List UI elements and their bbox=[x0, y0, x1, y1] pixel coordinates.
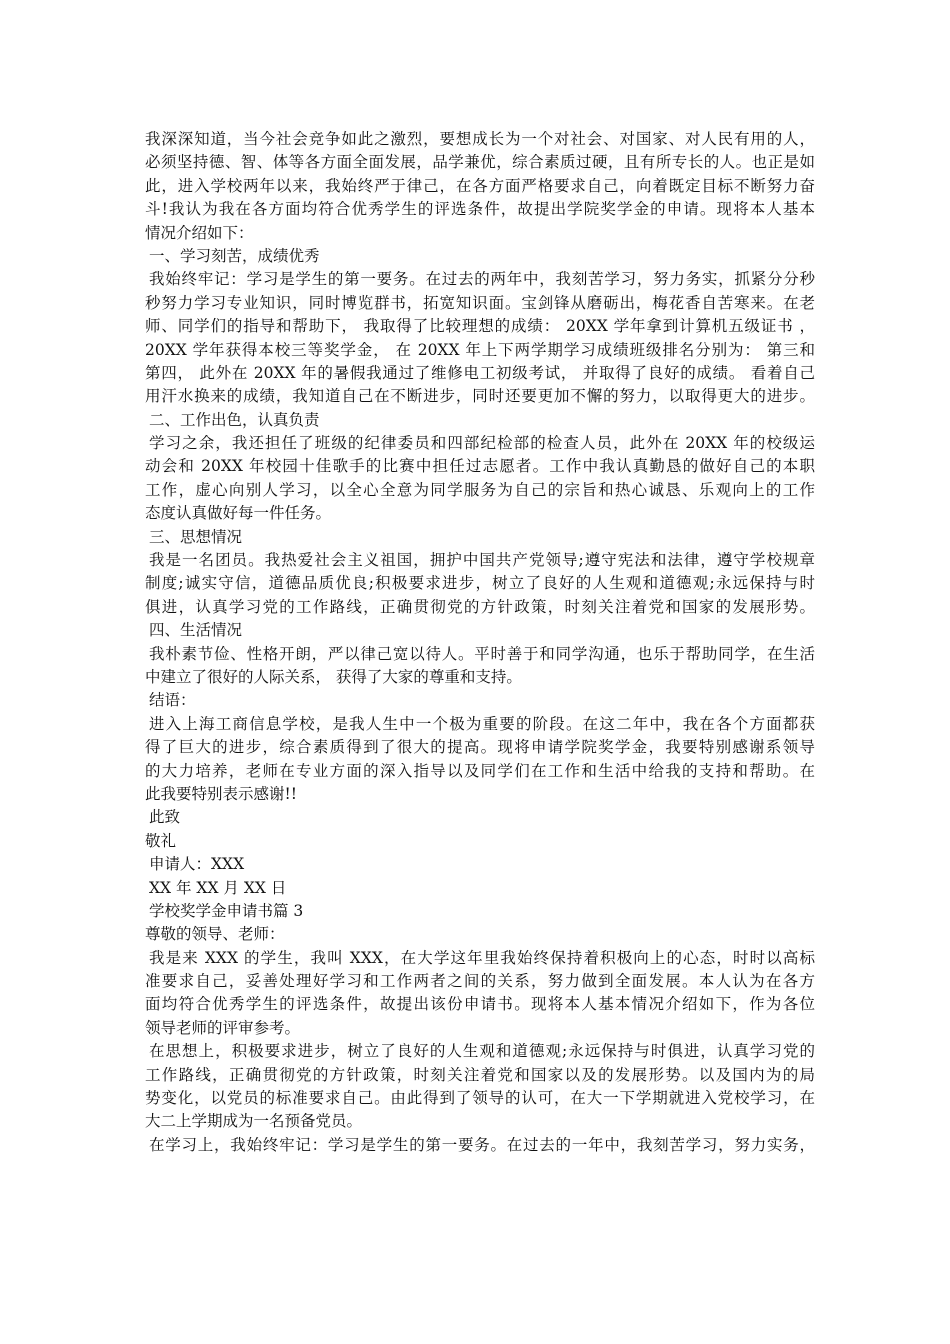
text-line: 尊敬的领导、老师： bbox=[145, 925, 285, 944]
text-line: 中建立了很好的人际关系， 获得了大家的尊重和支持。 bbox=[145, 667, 522, 686]
text-line: 用汗水换来的成绩，我知道自己在不断进步，同时还要更加不懈的努力，以取得更大的进步。 bbox=[145, 387, 815, 406]
text-line: 制度;诚实守信，道德品质优良;积极要求进步，树立了良好的人生观和道德观;永远保持与时 bbox=[145, 574, 815, 593]
text-line: 态度认真做好每一件任务。 bbox=[145, 504, 332, 523]
text-line: 我是一名团员。我热爱社会主义祖国，拥护中国共产党领导;遵守宪法和法律，遵守学校规章 bbox=[149, 551, 815, 570]
text-line: 工作，虚心向别人学习，以全心全意为同学服务为自己的宗旨和热心诚恳、乐观向上的工作 bbox=[145, 480, 815, 499]
text-line: 学校奖学金申请书篇 3 bbox=[149, 901, 304, 920]
text-line: 结语： bbox=[149, 691, 196, 710]
text-line: 我始终牢记：学习是学生的第一要务。在过去的两年中，我刻苦学习，努力务实，抓紧分分秒 bbox=[149, 270, 815, 289]
text-line: 在学习上，我始终牢记：学习是学生的第一要务。在过去的一年中，我刻苦学习，努力实务， bbox=[149, 1135, 815, 1154]
text-line: 领导老师的评审参考。 bbox=[145, 1018, 301, 1037]
document-body bbox=[145, 128, 815, 1157]
text-line: 的大力培养，老师在专业方面的深入指导以及同学们在工作和生活中给我的支持和帮助。在 bbox=[145, 761, 815, 780]
text-line: 斗!我认为我在各方面均符合优秀学生的评选条件，故提出学院奖学金的申请。现将本人基本 bbox=[145, 200, 815, 219]
text-line: 情况介绍如下： bbox=[145, 223, 254, 242]
text-line: 动会和 20XX 年校园十佳歌手的比赛中担任过志愿者。工作中我认真勤恳的做好自己的本职 bbox=[145, 457, 815, 476]
text-line: 一、学习刻苦，成绩优秀 bbox=[149, 246, 320, 265]
text-line: 此致 bbox=[149, 808, 181, 827]
text-line: 在思想上，积极要求进步，树立了良好的人生观和道德观;永远保持与时俱进，认真学习党的 bbox=[149, 1042, 815, 1061]
text-line: 敬礼 bbox=[145, 831, 177, 850]
text-line: 第四， 此外在 20XX 年的暑假我通过了维修电工初级考试， 并取得了良好的成绩。 看着自己 bbox=[145, 363, 815, 382]
text-line: 我朴素节俭、性格开朗，严以律己宽以待人。平时善于和同学沟通，也乐于帮助同学，在生活 bbox=[149, 644, 815, 663]
text-line: 大二上学期成为一名预备党员。 bbox=[145, 1112, 363, 1131]
text-line: 三、思想情况 bbox=[149, 527, 243, 546]
text-line: 面均符合优秀学生的评选条件，故提出该份申请书。现将本人基本情况介绍如下，作为各位 bbox=[145, 995, 815, 1014]
text-line: XX 年 XX 月 XX 日 bbox=[149, 878, 287, 897]
text-line: 学习之余，我还担任了班级的纪律委员和四部纪检部的检查人员，此外在 20XX 年的校级运 bbox=[149, 434, 815, 453]
text-line: 20XX 学年获得本校三等奖学金， 在 20XX 年上下两学期学习成绩班级排名分别为： 第三和 bbox=[145, 340, 815, 359]
text-line: 俱进，认真学习党的工作路线，正确贯彻党的方针政策，时刻关注着党和国家的发展形势。 bbox=[145, 597, 815, 616]
text-line: 得了巨大的进步，综合素质得到了很大的提高。现将申请学院奖学金，我要特别感谢系领导 bbox=[145, 738, 815, 757]
text-line: 工作路线，正确贯彻党的方针政策，时刻关注着党和国家以及的发展形势。以及国内为的局 bbox=[145, 1065, 815, 1084]
text-line: 师、同学们的指导和帮助下， 我取得了比较理想的成绩： 20XX 学年拿到计算机五级证书 ， bbox=[145, 317, 815, 336]
text-line: 进入上海工商信息学校，是我人生中一个极为重要的阶段。在这二年中，我在各个方面都获 bbox=[149, 714, 815, 733]
text-line: 此，进入学校两年以来，我始终严于律己，在各方面严格要求自己，向着既定目标不断努力奋 bbox=[145, 176, 815, 195]
text-line: 秒努力学习专业知识，同时博览群书，拓宽知识面。宝剑锋从磨砺出，梅花香自苦寒来。在老 bbox=[145, 293, 815, 312]
text-line: 四、生活情况 bbox=[149, 621, 243, 640]
text-line: 我是来 XXX 的学生，我叫 XXX，在大学这年里我始终保持着积极向上的心态，时时以高标 bbox=[149, 948, 815, 967]
text-line: 二、工作出色，认真负责 bbox=[149, 410, 320, 429]
text-line: 此我要特别表示感谢!! bbox=[145, 784, 297, 803]
text-line: 准要求自己，妥善处理好学习和工作两者之间的关系，努力做到全面发展。本人认为在各方 bbox=[145, 972, 815, 991]
text-line: 势变化，以党员的标准要求自己。由此得到了领导的认可，在大一下学期就进入党校学习，在 bbox=[145, 1089, 815, 1108]
text-line: 我深深知道，当今社会竞争如此之激烈，要想成长为一个对社会、对国家、对人民有用的人， bbox=[145, 130, 815, 148]
text-line: 必须坚持德、智、体等各方面全面发展，品学兼优，综合素质过硬，且有所专长的人。也正是如 bbox=[145, 153, 815, 172]
text-line: 申请人：XXX bbox=[149, 855, 245, 874]
